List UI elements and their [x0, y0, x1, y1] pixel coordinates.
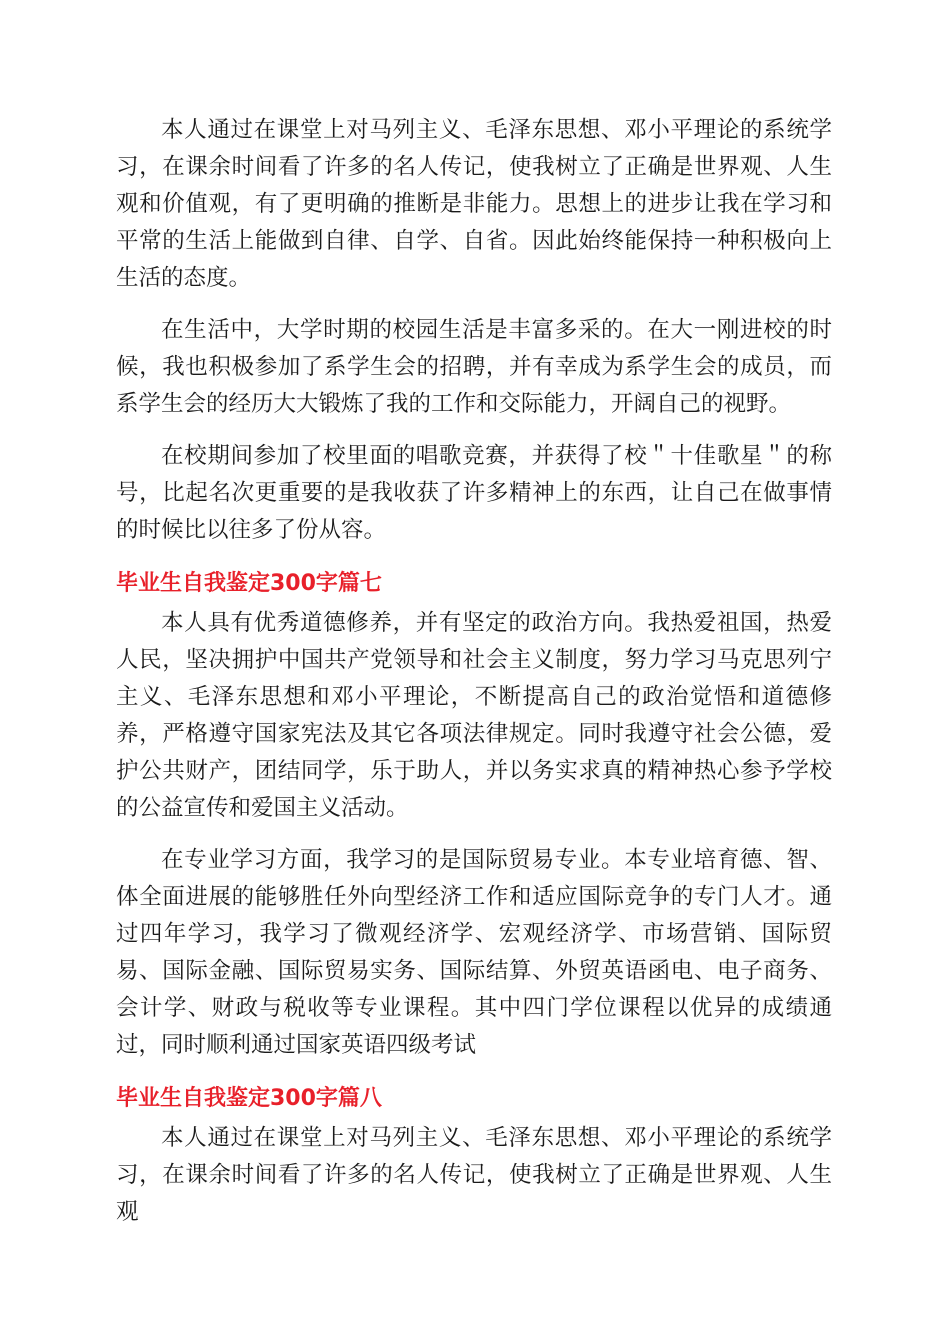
section-heading-seven: 毕业生自我鉴定300字篇七 — [116, 571, 382, 596]
paragraph-professional-study: 在专业学习方面，我学习的是国际贸易专业。本专业培育德、智、体全面进展的能够胜任外向型经济工作和适应国际竞争的专门人才。通过四年学习，我学习了微观经济学、宏观经济学、市场营销、国际贸易、国际金融、国际贸易实务、国际结算、外贸英语函电、电子商务、会计学、财政与税收等专业课程。其中四门学位课程以优异的成绩通过，同时顺利通过国家英语四级考试 — [116, 847, 832, 1058]
paragraph-singing-contest: 在校期间参加了校里面的唱歌竞赛，并获得了校＂十佳歌星＂的称号，比起名次更重要的是我收获了许多精神上的东西，让自己在做事情的时候比以往多了份从容。 — [116, 443, 832, 543]
paragraph-moral-cultivation: 本人具有优秀道德修养，并有坚定的政治方向。我热爱祖国，热爱人民，坚决拥护中国共产党领导和社会主义制度，努力学习马克思列宁主义、毛泽东思想和邓小平理论，不断提高自己的政治觉悟和道德修养，严格遵守国家宪法及其它各项法律规定。同时我遵守社会公德，爱护公共财产，团结同学，乐于助人，并以务实求真的精神热心参予学校的公益宣传和爱国主义活动。 — [116, 610, 832, 821]
section-heading-eight: 毕业生自我鉴定300字篇八 — [116, 1086, 382, 1111]
paragraph-self-study: 本人通过在课堂上对马列主义、毛泽东思想、邓小平理论的系统学习，在课余时间看了许多的名人传记，使我树立了正确是世界观、人生观和价值观，有了更明确的推断是非能力。思想上的进步让我在学习和平常的生活上能做到自律、自学、自省。因此始终能保持一种积极向上生活的态度。 — [116, 117, 832, 291]
paragraph-self-study-repeat: 本人通过在课堂上对马列主义、毛泽东思想、邓小平理论的系统学习，在课余时间看了许多的名人传记，使我树立了正确是世界观、人生观 — [116, 1125, 832, 1225]
document-page — [116, 112, 832, 1246]
paragraph-campus-life: 在生活中，大学时期的校园生活是丰富多采的。在大一刚进校的时候，我也积极参加了系学生会的招聘，并有幸成为系学生会的成员，而系学生会的经历大大锻炼了我的工作和交际能力，开阔自己的视野。 — [116, 317, 832, 417]
